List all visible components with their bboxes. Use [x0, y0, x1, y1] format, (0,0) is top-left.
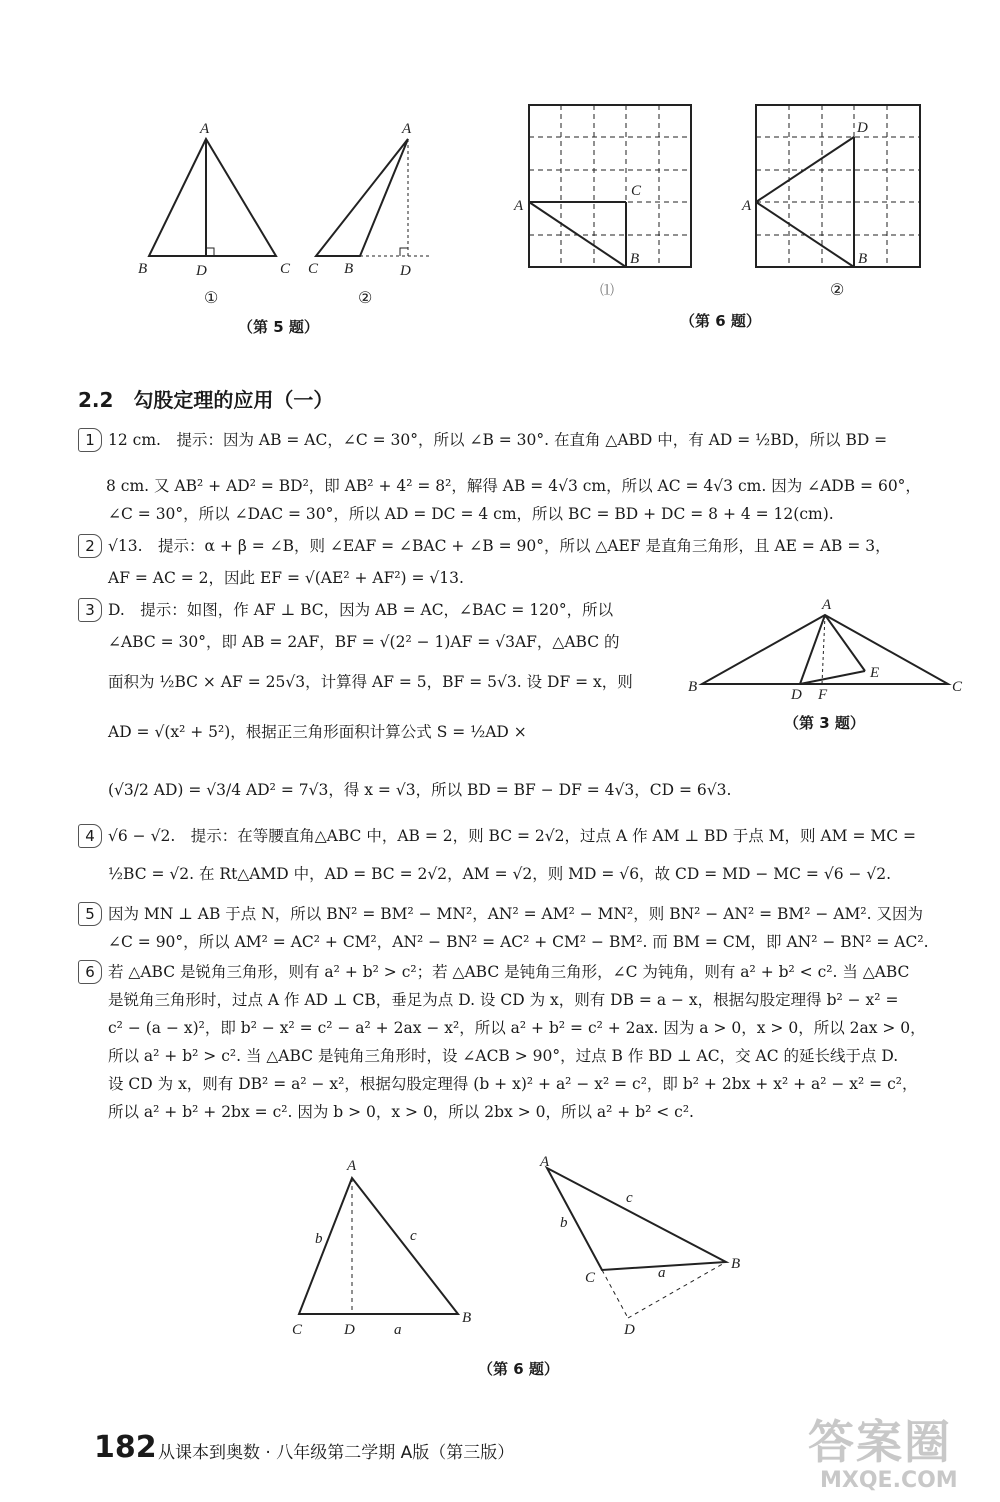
fig5-2-label-C: C	[308, 261, 319, 277]
problem-number-5: 5	[78, 902, 102, 926]
fig5-1-label-C: C	[280, 261, 291, 277]
watermark-url: MXQE.COM	[820, 1468, 958, 1493]
fig3-label-F: F	[818, 687, 828, 703]
problem-2-line-2: AF = AC = 2，因此 EF = √(AE² + AF²) = √13.	[108, 569, 464, 587]
fig6c-label-c: c	[410, 1228, 417, 1244]
fig6a-label-B: B	[630, 251, 640, 267]
fig3-label-A: A	[822, 597, 832, 613]
fig3-label-E: E	[870, 665, 880, 681]
problem-6-line-6: 所以 a² + b² + 2bx = c². 因为 b > 0，x > 0，所以 2bx > 0，所以 a² + b² < c².	[108, 1103, 694, 1121]
fig6c-label-C: C	[292, 1322, 303, 1338]
problem-4-line-2: ½BC = √2. 在 Rt△AMD 中，AD = BC = 2√2，AM = √2，则 MD = √6，故 CD = MD − MC = √6 − √2.	[108, 865, 892, 883]
fig6d-label-b: b	[560, 1215, 568, 1231]
fig6c-label-A: A	[347, 1158, 357, 1174]
fig6-grid-2	[740, 100, 930, 275]
book-title: 从课本到奥数 · 八年级第二学期 A版（第三版）	[158, 1443, 515, 1463]
fig6-grid-1	[510, 100, 700, 275]
problem-number-4: 4	[78, 824, 102, 848]
problem-5-line-1: 因为 MN ⊥ AB 于点 N，所以 BN² = BM² − MN²，AN² = AM² − MN²，则 BN² − AN² = BM² − AM². 又因为	[108, 905, 923, 923]
fig5-sublabel-1: ①	[204, 288, 219, 307]
problem-6-line-5: 设 CD 为 x，则有 DB² = a² − x²，根据勾股定理得 (b + x)² + a² − x² = c²，即 b² + 2bx + x² + a² − x² = c²，	[108, 1075, 918, 1093]
fig5-2-label-A: A	[402, 121, 412, 137]
fig6-top-caption: （第 6 题）	[680, 312, 761, 330]
fig6-bottom-caption: （第 6 题）	[478, 1360, 559, 1378]
fig6-top-sublabel-1: ⑴	[600, 283, 614, 299]
fig3-caption: （第 3 题）	[784, 714, 865, 732]
problem-3-line-3: 面积为 ½BC × AF = 25√3，计算得 AF = 5，BF = 5√3. 设 DF = x，则	[108, 673, 633, 691]
fig6b-label-D: D	[857, 120, 868, 136]
fig6c-label-b: b	[315, 1231, 323, 1247]
fig5-caption: （第 5 题）	[238, 318, 319, 336]
fig6d-label-D: D	[624, 1322, 635, 1338]
problem-6-line-1: 若 △ABC 是锐角三角形，则有 a² + b² > c²；若 △ABC 是钝角三角形，∠C 为钝角，则有 a² + b² < c². 当 △ABC	[108, 963, 910, 981]
fig6a-label-C: C	[631, 183, 642, 199]
fig6c-label-D: D	[344, 1322, 355, 1338]
fig3-label-C: C	[952, 679, 963, 695]
fig6d-label-a: a	[658, 1265, 666, 1281]
problem-number-1: 1	[78, 428, 102, 452]
problem-number-6: 6	[78, 960, 102, 984]
problem-3-line-1: D. 提示：如图，作 AF ⊥ BC，因为 AB = AC，∠BAC = 120°，所以	[108, 601, 614, 619]
problem-1-line-3: ∠C = 30°，所以 ∠DAC = 30°，所以 AD = DC = 4 cm，所以 BC = BD + DC = 8 + 4 = 12(cm).	[108, 505, 834, 523]
problem-6-line-2: 是锐角三角形时，过点 A 作 AD ⊥ CB，垂足为点 D. 设 CD 为 x，则有 DB = a − x，根据勾股定理得 b² − x² =	[108, 991, 899, 1009]
fig6b-label-A: A	[742, 198, 752, 214]
fig6a-label-A: A	[514, 198, 524, 214]
problem-1-line-2: 8 cm. 又 AB² + AD² = BD²，即 AB² + 4² = 8²，解得 AB = 4√3 cm，所以 AC = 4√3 cm. 因为 ∠ADB = 60°，	[106, 477, 921, 495]
fig6d-label-C: C	[585, 1270, 596, 1286]
problem-6-line-4: 所以 a² + b² > c². 当 △ABC 是钝角三角形时，设 ∠ACB > 90°，过点 B 作 BD ⊥ AC，交 AC 的延长线于点 D.	[108, 1047, 899, 1065]
fig5-1-label-A: A	[200, 121, 210, 137]
section-title: 2.2 勾股定理的应用（一）	[78, 388, 334, 412]
fig6d-label-A: A	[540, 1154, 550, 1170]
watermark-logo: 答案圈	[808, 1415, 952, 1469]
fig6-top-sublabel-2: ②	[830, 280, 845, 299]
fig3-diagram	[680, 595, 980, 705]
problem-3-line-4: AD = √(x² + 5²)，根据正三角形面积计算公式 S = ½AD ×	[108, 723, 527, 741]
problem-5-line-2: ∠C = 90°，所以 AM² = AC² + CM²，AN² − BN² = AC² + CM² − BM². 而 BM = CM，即 AN² − BN² = AC².	[108, 933, 929, 951]
fig6-bottom-triangle-acute	[280, 1150, 490, 1350]
problem-number-3: 3	[78, 598, 102, 622]
problem-2-line-1: √13. 提示：α + β = ∠B，则 ∠EAF = ∠BAC + ∠B = 90°，所以 △AEF 是直角三角形，且 AE = AB = 3，	[108, 537, 891, 555]
fig6c-label-a: a	[394, 1322, 402, 1338]
fig5-sublabel-2: ②	[358, 288, 373, 307]
fig5-triangle-1	[130, 115, 300, 285]
problem-6-line-3: c² − (a − x)²，即 b² − x² = c² − a² + 2ax − x²，所以 a² + b² = c² + 2ax. 因为 a > 0，x > 0，所以 2ax > 0，	[108, 1019, 926, 1037]
problem-number-2: 2	[78, 534, 102, 558]
problem-3-line-2: ∠ABC = 30°，即 AB = 2AF，BF = √(2² − 1)AF = √3AF，△ABC 的	[108, 633, 620, 651]
fig3-label-B: B	[688, 679, 698, 695]
fig5-triangle-2	[300, 115, 450, 285]
problem-3-line-5: (√3/2 AD) = √3/4 AD² = 7√3，得 x = √3，所以 BD = BF − DF = 4√3，CD = 6√3.	[108, 781, 732, 799]
page-number: 182	[94, 1430, 157, 1465]
fig5-1-label-D: D	[196, 263, 207, 279]
fig6d-label-c: c	[626, 1190, 633, 1206]
fig5-2-label-D: D	[400, 263, 411, 279]
fig5-1-label-B: B	[138, 261, 148, 277]
problem-4-line-1: √6 − √2. 提示：在等腰直角△ABC 中，AB = 2，则 BC = 2√2，过点 A 作 AM ⊥ BD 于点 M，则 AM = MC =	[108, 827, 917, 845]
fig5-2-label-B: B	[344, 261, 354, 277]
fig6-bottom-triangle-obtuse	[530, 1150, 760, 1350]
problem-1-line-1: 12 cm. 提示：因为 AB = AC，∠C = 30°，所以 ∠B = 30°. 在直角 △ABD 中，有 AD = ½BD，所以 BD =	[108, 431, 888, 449]
fig6b-label-B: B	[858, 251, 868, 267]
fig3-label-D: D	[791, 687, 802, 703]
fig6d-label-B: B	[731, 1256, 741, 1272]
fig6c-label-B: B	[462, 1310, 472, 1326]
